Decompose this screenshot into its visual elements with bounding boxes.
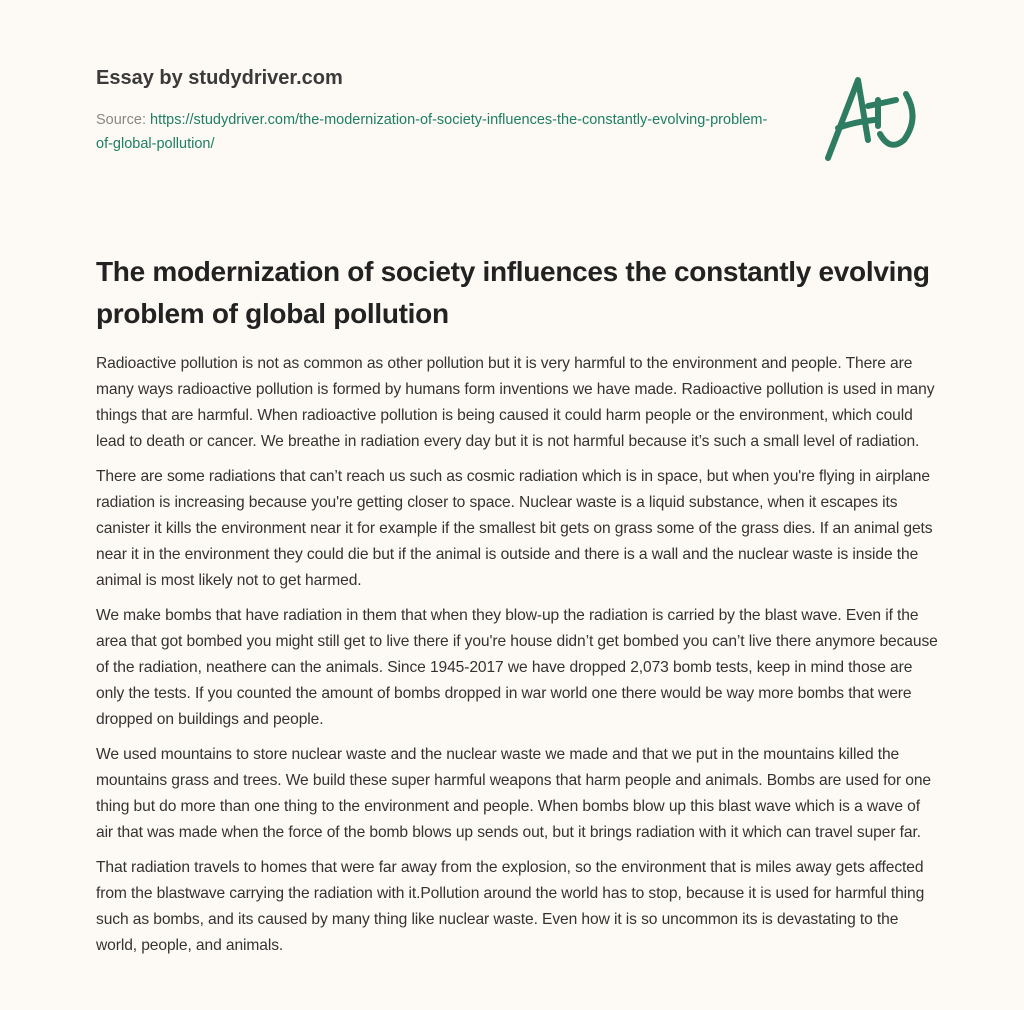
- essay-title: The modernization of society influences the constantly evolving problem of global pollution: [96, 256, 930, 329]
- source-link[interactable]: https://studydriver.com/the-modernization-of-society-influences-the-constantly-evolving-problem-of-global-pollution/: [96, 112, 768, 152]
- essay-paragraph: Radioactive pollution is not as common as other pollution but it is very harmful to the environment and people. There are many ways radioactive pollution is formed by humans form inventions we have made. Radioactive pollution is used in many things that are harmful. When radioactive pollution is being caused it could harm people or the environment, which could lead to death or cancer. We breathe in radiation every day but it is not harmful because it’s such a small level of radiation.: [96, 355, 935, 450]
- source-label: Source:: [96, 112, 146, 128]
- a-plus-logo-icon: [820, 70, 930, 170]
- essay-paragraph: That radiation travels to homes that were far away from the explosion, so the environment that is miles away gets affected from the blastwave carrying the radiation with it.Pollution around the world has to stop, because it is used for harmful thing such as bombs, and its caused by many thing like nuclear waste. Even how it is so uncommon its is devastating to the world, people, and animals.: [96, 859, 925, 954]
- page-header: [96, 64, 776, 156]
- essay-body: [96, 351, 938, 968]
- essay-paragraph: We make bombs that have radiation in them that when they blow-up the radiation is carried by the blast wave. Even if the area that got bombed you might still get to live there if you're house didn’t get bombed you can’t live there anymore because of the radiation, neathere can the animals. Since 1945-2017 we have dropped 2,073 bomb tests, keep in mind those are only the tests. If you counted the amount of bombs dropped in war world one there would be way more bombs that were dropped on buildings and people.: [96, 607, 938, 728]
- a-plus-logo: [820, 70, 930, 170]
- site-title: Essay by studydriver.com: [96, 67, 343, 89]
- essay-paragraph: There are some radiations that can’t reach us such as cosmic radiation which is in space, but when you're flying in airplane radiation is increasing because you're getting closer to space. Nuclear waste is a liquid substance, when it escapes its canister it kills the environment near it for example if the smallest bit gets on grass some of the grass dies. If an animal gets near it in the environment they could die but if the animal is outside and there is a wall and the nuclear waste is inside the animal is most likely not to get harmed.: [96, 468, 933, 589]
- essay-paragraph: We used mountains to store nuclear waste and the nuclear waste we made and that we put in the mountains killed the mountains grass and trees. We build these super harmful weapons that harm people and animals. Bombs are used for one thing but do more than one thing to the environment and people. When bombs blow up this blast wave which is a wave of air that was made when the force of the bomb blows up sends out, but it brings radiation with it which can travel super far.: [96, 746, 931, 841]
- source-line: [96, 108, 776, 156]
